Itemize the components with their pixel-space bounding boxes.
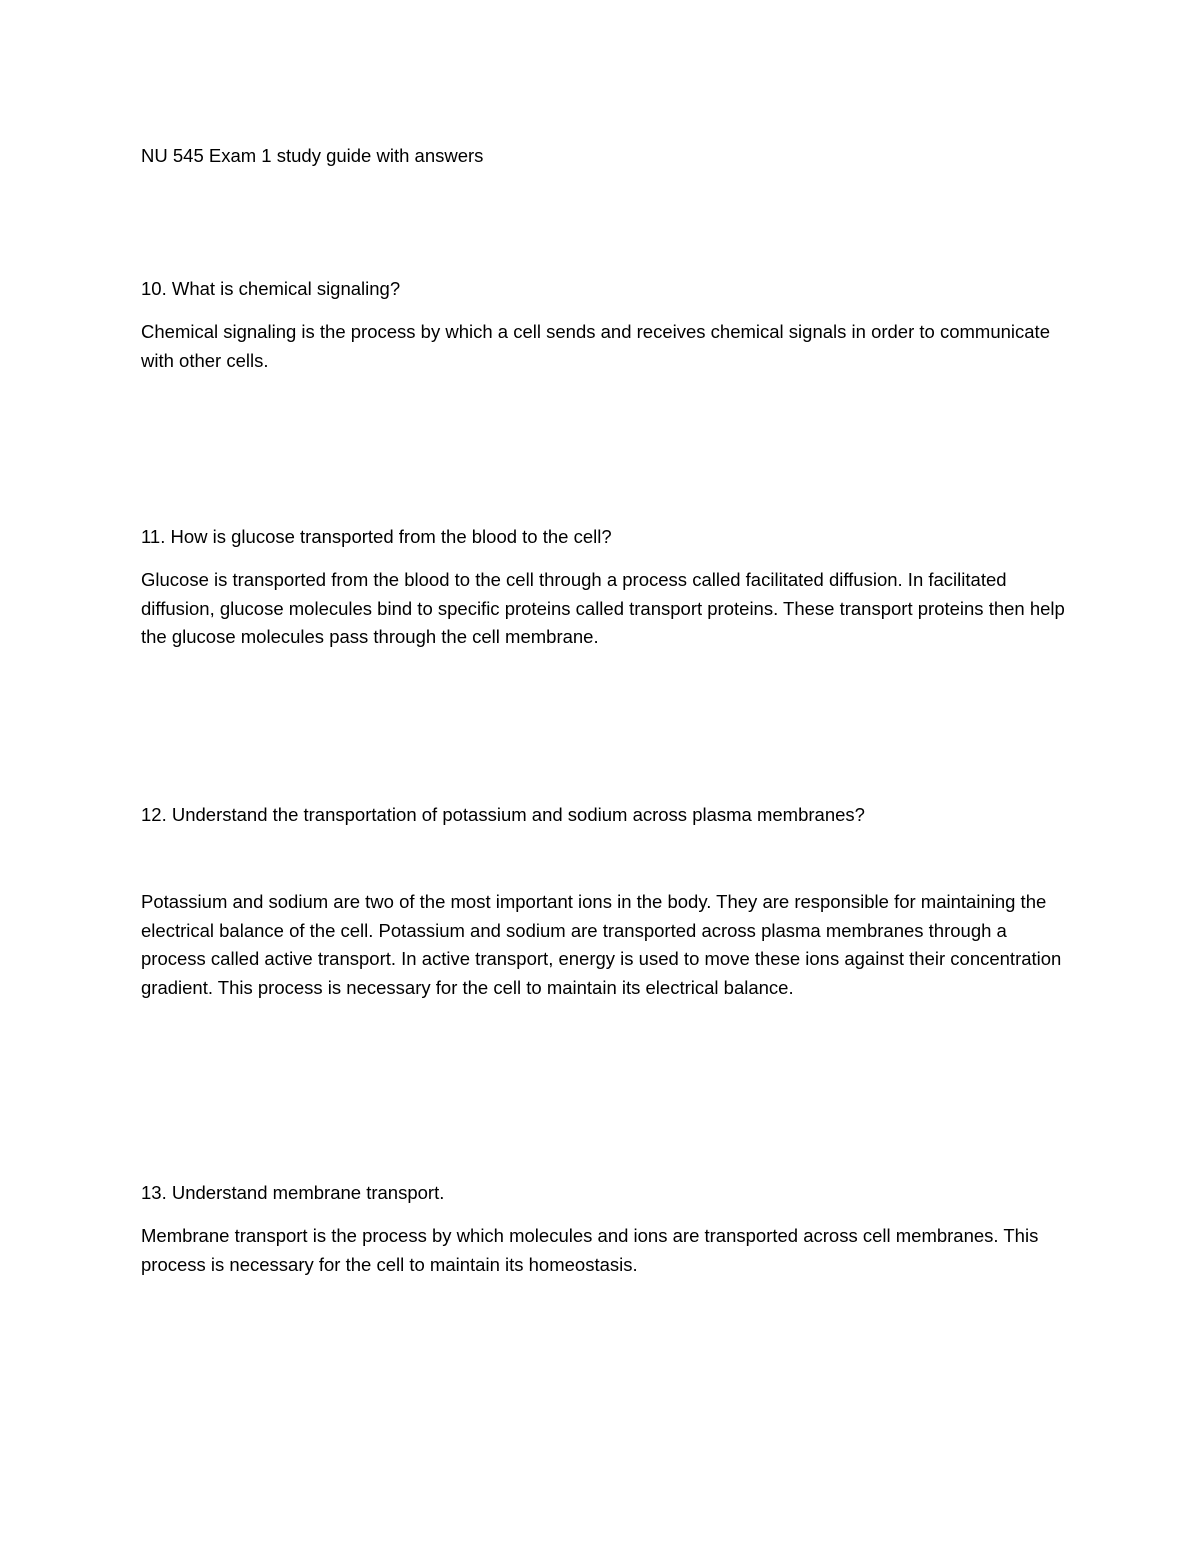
answer-13: Membrane transport is the process by which molecules and ions are transported across cell membranes. This process is necessary for the cell to maintain its homeostasis. <box>141 1225 1039 1275</box>
answer-12: Potassium and sodium are two of the most important ions in the body. They are responsible for maintaining the electrical balance of the cell. Potassium and sodium are transported across plasma membranes through a process called active transport. In active transport, energy is used to move these ions against their concentration gradient. This process is necessary for the cell to maintain its electrical balance. <box>141 891 1062 998</box>
answer-10: Chemical signaling is the process by which a cell sends and receives chemical signals in order to communicate with other cells. <box>141 321 1050 371</box>
document-title: NU 545 Exam 1 study guide with answers <box>141 145 484 166</box>
question-11: 11. How is glucose transported from the blood to the cell? <box>141 526 612 547</box>
question-13: 13. Understand membrane transport. <box>141 1182 445 1203</box>
question-12: 12. Understand the transportation of potassium and sodium across plasma membranes? <box>141 804 865 825</box>
answer-11: Glucose is transported from the blood to the cell through a process called facilitated diffusion. In facilitated diffusion, glucose molecules bind to specific proteins called transport proteins. These transport proteins then help the glucose molecules pass through the cell membrane. <box>141 569 1065 647</box>
question-10: 10. What is chemical signaling? <box>141 278 401 299</box>
